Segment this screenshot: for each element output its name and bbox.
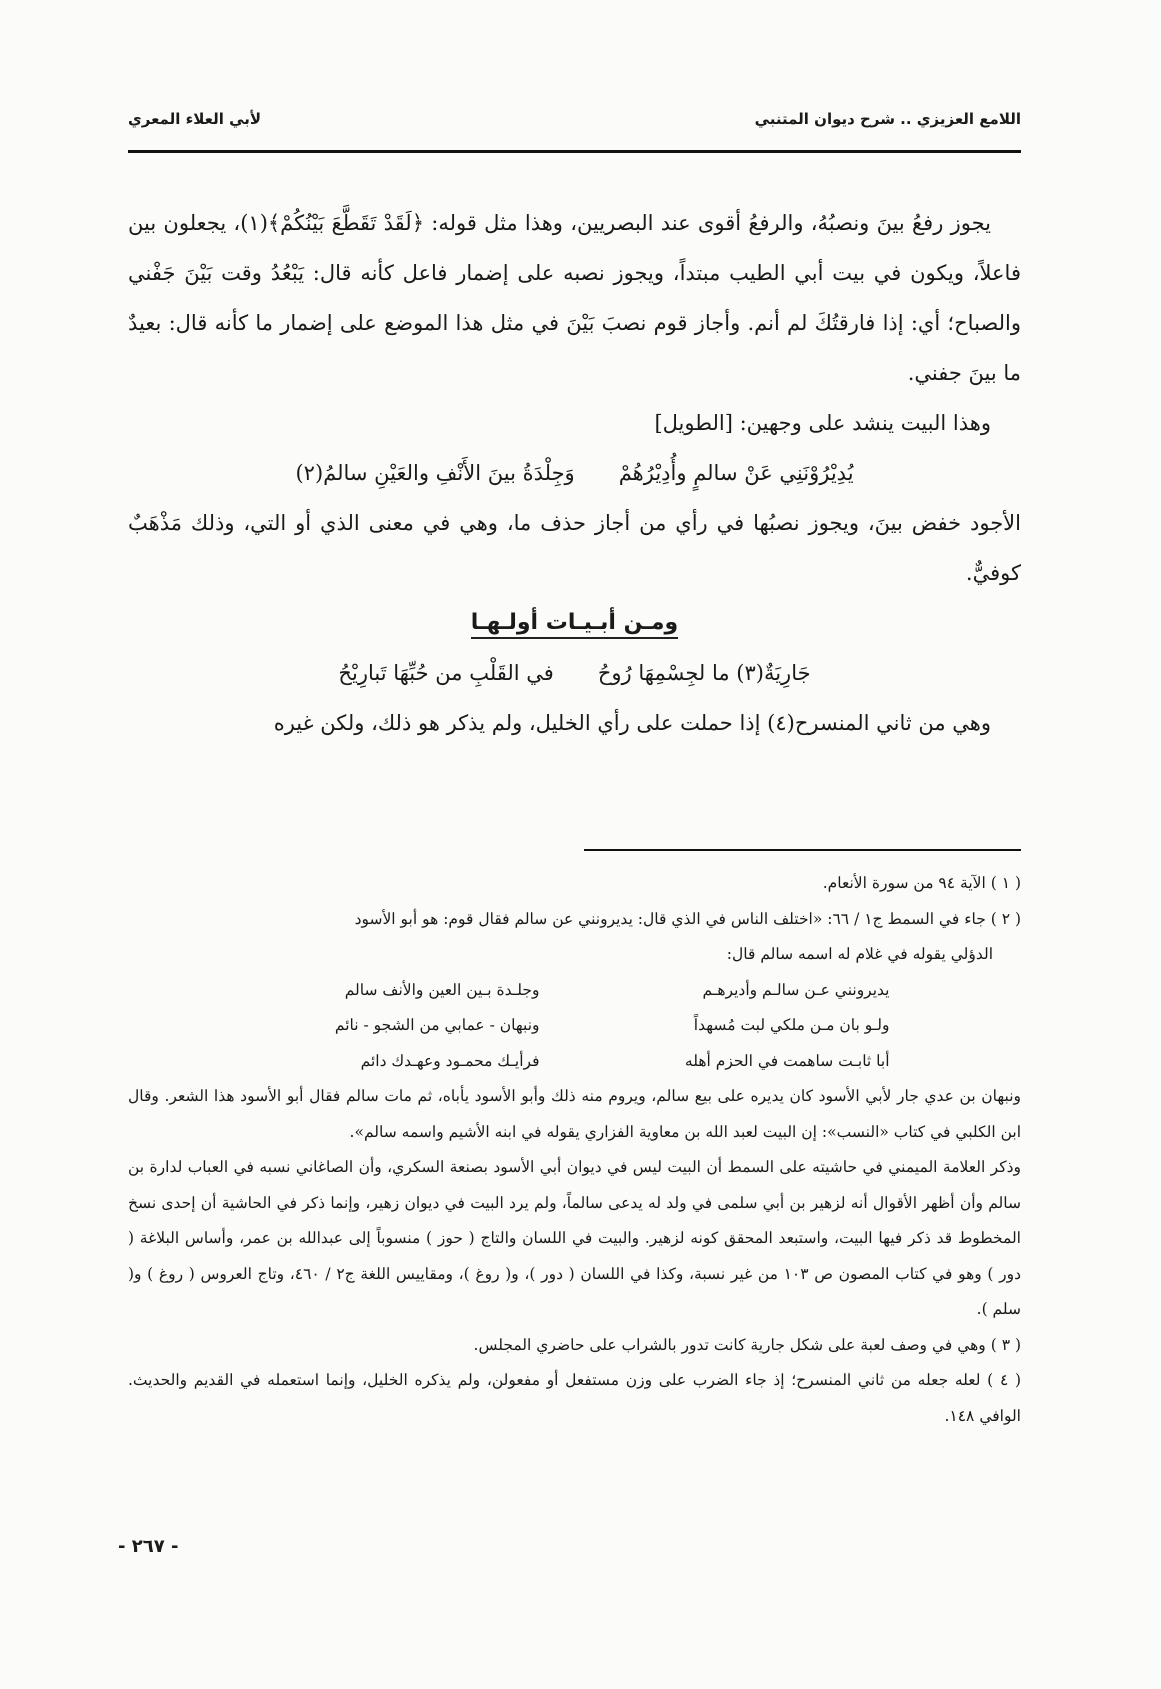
footnote-verse-1-b: وجلـدة بـين العين والأنف سالم [344, 980, 540, 999]
footnote-verse-1 [128, 973, 1021, 1009]
header-book-title: اللامع العزيزي .. شرح ديوان المتنبي [754, 110, 1021, 128]
verse-2-second-hemistich: في القَلْبِ من حُبِّهَا تَبارِيْحُ [338, 661, 554, 685]
header-rule [128, 150, 1021, 153]
footnote-2-paragraph-2: ونبهان بن عدي جار لأبي الأسود كان يديره على بيع سالم، ويروم منه ذلك وأبو الأسود يأباه، ثم مات سالم فقال أبو الأسود هذا الشعر. وقال ابن الكلبي في كتاب «النسب»: إن البيت لعبد الله بن معاوية الفزاري يقوله في ابنه الأشيم واسمه سالم». [128, 1087, 1021, 1141]
footnote-verse-3 [128, 1044, 1021, 1080]
footnote-2: ( ٢ ) جاء في السمط ج١ / ٦٦: «اختلف الناس في الذي قال: يديرونني عن سالم فقال قوم: هو أبو الأسود [354, 909, 1021, 928]
paragraph-2: وهذا البيت ينشد على وجهين: [الطويل] [654, 411, 991, 435]
running-header [128, 110, 1021, 128]
paragraph-3: الأجود خفض بينَ، ويجوز نصبُها في رأي من أجاز حذف ما، وهي في معنى الذي أو التي، وذلك مَذْهَبٌ كوفيٌّ. [128, 511, 1021, 585]
footnote-verse-3-b: فرأيـك محمـود وعهـدك دائم [360, 1051, 540, 1070]
footnote-3: ( ٣ ) وهي في وصف لعبة على شكل جارية كانت تدور بالشراب على حاضري المجلس. [473, 1335, 1021, 1354]
footnote-2-paragraph-3: وذكر العلامة الميمني في حاشيته على السمط أن البيت ليس في ديوان أبي الأسود بصنعة السكري، وأن الصاغاني نسبه في العباب لدارة بن سالم وأن أظهر الأقوال أنه لزهير بن أبي سلمى في ولد له يدعى سالماً، ولم يرد البيت في ديوان زهير، وإنما ذكر في الحاشية أن إحدى نسخ المخطوط قد ذكر فيها البيت، واستبعد المحقق كونه لزهير. والبيت في اللسان والتاج ( حوز ) منسوباً إلى عبدالله بن عمر، وأساس البلاغة ( دور ) وهو في كتاب المصون ص ١٠٣ من غير نسبة، وكذا في اللسان ( دور )، و( روغ )، ومقاييس اللغة ج٢ / ٤٦٠، وتاج العروس ( روغ ) و( سلم ). [128, 1158, 1022, 1318]
footnote-verse-3-a: أبا ثابـت ساهمت في الحزم أهله [684, 1051, 890, 1070]
paragraph-1: يجوز رفعُ بينَ ونصبُهُ، والرفعُ أقوى عند البصريين، وهذا مثل قوله: ﴿لَقَدْ تَقَطَّعَ بَيْنُكُمْ﴾(١)، يجعلون بين فاعلاً، ويكون في بيت أبي الطيب مبتداً، ويجوز نصبه على إضمار فاعل كأنه قال: يَبْعُدُ وقت بَيْنَ جَفْني والصباح؛ أي: إذا فارقتُكَ لم أنم. وأجاز قوم نصبَ بَيْنَ في مثل هذا الموضع على إضمار ما كأنه قال: بعيدٌ ما بينَ جفني. [128, 211, 1021, 385]
verse-2 [128, 648, 1021, 698]
verse-1-first-hemistich: يُدِيْرُوْنَنِي عَنْ سالمٍ وأُدِيْرُهُمْ [618, 461, 854, 485]
footnote-4: ( ٤ ) لعله جعله من ثاني المنسرح؛ إذ جاء الضرب على وزن مستفعل أو مفعولن، ولم يذكره الخليل، وإنما استعمله في القديم والحديث. الوافي ١٤٨. [128, 1371, 1022, 1425]
paragraph-4: وهي من ثاني المنسرح(٤) إذا حملت على رأي الخليل، ولم يذكر هو ذلك، ولكن غيره [273, 711, 991, 735]
main-text [128, 198, 1021, 748]
footnote-separator [584, 849, 1021, 851]
section-title [128, 598, 1021, 648]
verse-1-second-hemistich: وَجِلْدَةُ بينَ الأَنْفِ والعَيْنِ سالمُ(٢) [295, 461, 575, 485]
verse-1 [128, 448, 1021, 498]
footnote-1: ( ١ ) الآية ٩٤ من سورة الأنعام. [822, 874, 1021, 892]
verse-2-first-hemistich: جَارِيَةٌ(٣) ما لجِسْمِهَا رُوحُ [597, 661, 811, 685]
footnote-verse-1-a: يديرونني عـن سالـم وأديرهـم [702, 980, 890, 999]
section-title-text: ومـن أبـيـات أولـهـا [471, 610, 678, 639]
footnote-verse-2 [128, 1008, 1021, 1044]
header-author: لأبي العلاء المعري [128, 110, 262, 128]
footnotes [128, 866, 1021, 1434]
footnote-verse-2-b: ونبهان - عمابي من الشجو - نائم [334, 1016, 540, 1034]
footnote-verse-2-a: ولـو بان مـن ملكي لبت مُسهداً [693, 1016, 890, 1034]
footnote-2-continued: الدؤلي يقوله في غلام له اسمه سالم قال: [726, 945, 993, 963]
page-number: - ٢٦٧ - [118, 1536, 179, 1557]
